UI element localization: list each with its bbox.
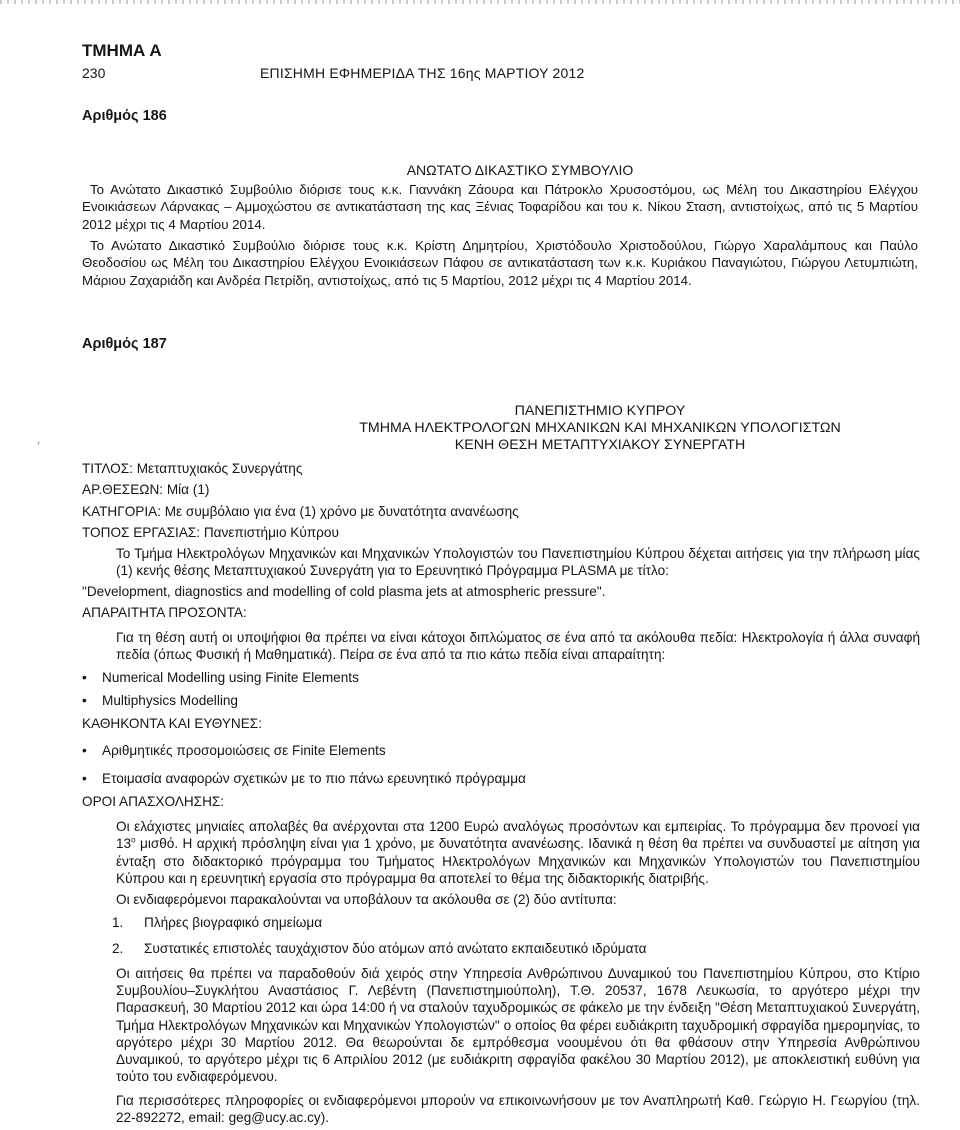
submit-intro: Οι ενδιαφερόμενοι παρακαλούνται να υποβάλουν τα ακόλουθα σε (2) δύο αντίτυπα: [116,892,617,907]
intro-paragraph: Το Τμήμα Ηλεκτρολόγων Μηχανικών και Μηχανικών Υπολογιστών του Πανεπιστημίου Κύπρου δέχεται αιτήσεις για την πλήρωση μίας (1) κενής θέσης Μεταπτυχιακού Συνεργάτη για το Ερευνητικό Πρόγραμμα PLASMA με τίτλο: [116,546,920,579]
qualifications-paragraph: Για τη θέση αυτή οι υποψήφιοι θα πρέπει να είναι κάτοχοι διπλώματος σε ένα από τα ακόλουθα πεδία: Ηλεκτρολογία ή άλλα συναφή πεδία (όπως Φυσική ή Μαθηματικά). Πείρα σε ένα από τα πιο κάτω πεδία είναι απαραίτητη: [116,630,920,663]
court-paragraph-1: Το Ανώτατο Δικαστικό Συμβούλιο διόρισε τους κ.κ. Γιαννάκη Ζάουρα και Πάτροκλο Χρυσοστόμου, ως Μέλη του Δικαστηρίου Ελέγχου Ενοικιάσεων Λάρνακας – Αμμοχώστου σε αντικατάσταση της κας Ξένιας Τοφαρίδου και του κ. Νίκου Σταση, αντιστοίχως, από τις 5 Μαρτίου 2012 μέχρι τις 4 Μαρτίου 2014. [82,182,918,232]
bullet-icon: • [82,669,87,685]
qualifications-heading: ΑΠΑΡΑΙΤΗΤΑ ΠΡΟΣΟΝΤΑ: [82,604,247,620]
positions-line: ΑΡ.ΘΕΣΕΩΝ: Μία (1) [82,482,210,498]
court-paragraph-2: Το Ανώτατο Δικαστικό Συμβούλιο διόρισε τους κ.κ. Κρίστη Δημητρίου, Χριστόδουλο Χριστοδούλου, Γιώργο Χαραλάμπους και Παύλο Θεοδοσίου ως Μέλη του Δικαστηρίου Ελέγχου Ενοικιάσεων Πάφου σε αντικατάσταση των κ.κ. Κυριάκου Παναγιώτου, Γιώργου Λετυμπιώτη, Μάριου Ζαχαριάδη και Ανδρέα Πετρίδη, αντιστοίχως, από τις 5 Μαρτίου, 2012 μέχρι τις 4 Μαρτίου 2014. [82,238,918,288]
notice-186 [82,161,918,293]
notice-187-number: Αριθμός 187 [82,336,167,352]
department-name: ΤΜΗΜΑ ΗΛΕΚΤΡΟΛΟΓΩΝ ΜΗΧΑΝΙΚΩΝ ΚΑΙ ΜΗΧΑΝΙΚΩΝ ΥΠΟΛΟΓΙΣΤΩΝ [359,419,841,436]
project-title: "Development, diagnostics and modelling of cold plasma jets at atmospheric pressure". [82,583,606,599]
job-title-line: ΤΙΤΛΟΣ: Μεταπτυχιακός Συνεργάτης [82,461,303,476]
terms-heading: ΟΡΟΙ ΑΠΑΣΧΟΛΗΣΗΣ: [82,793,225,809]
notice-187-body [82,460,920,1129]
duties-heading: ΚΑΘΗΚΟΝΤΑ ΚΑΙ ΕΥΘΥΝΕΣ: [82,716,262,731]
court-heading: ΑΝΩΤΑΤΟ ΔΙΚΑΣΤΙΚΟ ΣΥΜΒΟΥΛΙΟ [406,162,634,178]
location-line: ΤΟΠΟΣ ΕΡΓΑΣΙΑΣ: Πανεπιστήμιο Κύπρου [82,524,339,540]
bullet-icon: • [82,692,87,708]
contact-paragraph: Για περισσότερες πληροφορίες οι ενδιαφερόμενοι μπορούν να επικοινωνήσουν με τον Αναπληρωτή Καθ. Γεώργιο Η. Γεωργίου (τηλ. 22-892272, email: geg@ucy.ac.cy). [116,1092,920,1125]
section-label: ΤΜΗΜΑ Α [82,41,162,60]
vacancy-title: ΚΕΝΗ ΘΕΣΗ ΜΕΤΑΠΤΥΧΙΑΚΟΥ ΣΥΝΕΡΓΑΤΗ [454,436,746,453]
duty-item: • Αριθμητικές προσομοιώσεις σε Finite Elements [82,743,386,759]
university-heading [110,403,930,453]
category-line: ΚΑΤΗΓΟΡΙΑ: Με συμβόλαιο για ένα (1) χρόνο με δυνατότητα ανανέωσης [82,503,519,519]
page-number: 230 [82,65,106,81]
scan-speck [38,441,43,445]
university-name: ΠΑΝΕΠΙΣΤΗΜΙΟ ΚΥΠΡΟΥ [514,403,686,419]
gazette-title: ΕΠΙΣΗΜΗ ΕΦΗΜΕΡΙΔΑ ΤΗΣ 16ης ΜΑΡΤΙΟΥ 2012 [260,65,585,81]
terms-paragraph: Οι ελάχιστες μηνιαίες απολαβές θα ανέρχονται στα 1200 Ευρώ αναλόγως προσόντων και εμπειρίας. Το πρόγραμμα δεν προνοεί για $13^o$ μισθό. Η αρχική πρόσληψη είναι για 1 χρόνο, με δυνατότητα ανανέωσης. Ιδανικά η θέση θα πρέπει να συνδυαστεί με αίτηση για ένταξη στο διδακτορικό πρόγραμμα του Τμήματος Ηλεκτρολόγων Μηχανικών και Μηχανικών Υπολογιστών του Πανεπιστημίου Κύπρου και η ερευνητική εργασία στο πρόγραμμα θα αποτελεί το θέμα της διδακτορικής διατριβής. [116,819,920,886]
bullet-icon: • [82,743,87,759]
qualification-item: • Numerical Modelling using Finite Elements [82,669,359,685]
duty-item: • Ετοιμασία αναφορών σχετικών με το πιο πάνω ερευνητικό πρόγραμμα [82,770,526,786]
scan-edge [0,0,960,4]
submit-item: 1. Πλήρες βιογραφικό σημείωμα [112,915,323,931]
notice-186-number: Αριθμός 186 [82,108,167,124]
qualification-item: • Multiphysics Modelling [82,692,238,708]
applications-paragraph: Οι αιτήσεις θα πρέπει να παραδοθούν διά χειρός στην Υπηρεσία Ανθρώπινου Δυναμικού του Πανεπιστημίου Κύπρου, στο Κτίριο Συμβουλίου–Συγκλήτου Αναστάσιος Γ. Λεβέντη (Πανεπιστημιούπολη), Τ.Θ. 20537, 1678 Λευκωσία, το αργότερο μέχρι την Παρασκευή, 30 Μαρτίου 2012 και ώρα 14:00 ή να σταλούν ταχυδρομικώς σε φάκελο με την ένδειξη "Θέση Μεταπτυχιακού Συνεργάτη, Τμήμα Ηλεκτρολόγων Μηχανικών και Μηχανικών Υπολογιστών" ο οποίος θα φέρει ευδιάκριτη ταχυδρομική σφραγίδα ημερομηνίας, το αργότερο μέχρι 30 Μαρτίου 2012. Θα θεωρούνται δε εμπρόθεσμα νοουμένου ότι θα φθάσουν στην Υπηρεσία Ανθρώπινου Δυναμικού, το αργότερο μέχρι τις 6 Απριλίου 2012 (με ευδιάκριτη σφραγίδα φακέλου 30 Μαρτίου 2012), με αποκλειστική ευθύνη για τούτο του ενδιαφερόμενου. [116,965,920,1085]
submit-item: 2. Συστατικές επιστολές ταυχάχιστον δύο ατόμων από ανώτατο εκπαιδευτικό ιδρύματα [112,940,647,956]
bullet-icon: • [82,770,87,786]
